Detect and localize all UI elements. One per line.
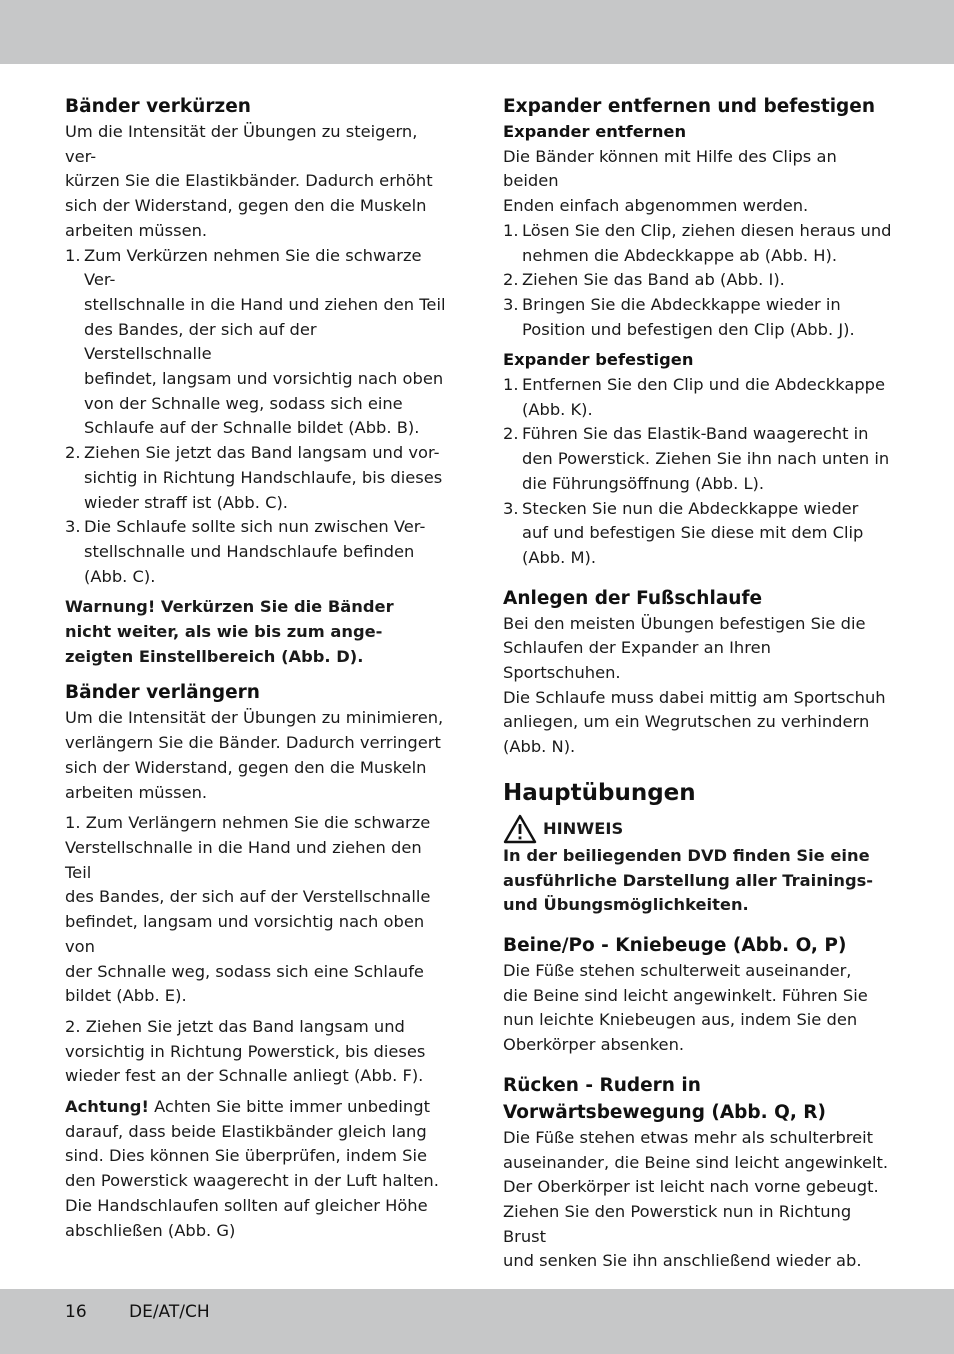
paragraph-verlaengern-intro: Um die Intensität der Übungen zu minimieren, verlängern Sie die Bänder. Dadurch verringert sich der Widerstand, gegen den die Muskeln arbeiten müssen. [65,708,444,802]
paragraph-verlaengern-step-2: 2. Ziehen Sie jetzt das Band langsam und vorsichtig in Richtung Powerstick, bis dieses wieder fest an der Schnalle anliegt (Abb. F). [65,1016,426,1086]
section-title-baender-verlaengern: Bänder verlängern [65,682,260,704]
steps-expander-befestigen [503,373,893,571]
steps-expander-entfernen [503,219,893,343]
paragraph-fussschlaufe: Bei den meisten Übungen befestigen Sie die Schlaufen der Expander an Ihren Sportschuhen. Die Schlaufe muss dabei mittig am Sportschuh anliegen, um ein Wegrutschen zu verhindern (Abb. N). [503,613,886,757]
left-column [65,93,449,1243]
list-item: 2. Ziehen Sie das Band ab (Abb. I). [503,270,785,290]
section-title-expander: Expander entfernen und befestigen [503,96,875,117]
caution-paragraph: Achtung! Achten Sie bitte immer unbedingt darauf, dass beide Elastikbänder gleich lang sind. Dies können Sie überprüfen, indem Sie den Powerstick waagerecht in der Luft halten. Die Handschlaufen sollten auf gleicher Höhe abschließen (Abb. G) [65,1097,439,1240]
warning-triangle-icon [503,814,537,844]
list-item: 1. Entfernen Sie den Clip und die Abdeckkappe (Abb. K). [503,375,886,419]
list-item: 1. Zum Verkürzen nehmen Sie die schwarze Ver- stellschnalle in die Hand und ziehen den Teil des Bandes, der sich auf der Verstellschnalle befindet, langsam und vorsichtig nach oben von der Schnalle weg, sodass sich eine Schlaufe auf der Schnalle bildet (Abb. B). [65,245,446,438]
section-title-rudern: Rücken - Rudern in Vorwärtsbewegung (Abb. Q, R) [503,1074,827,1123]
section-title-baender-verkuerzen: Bänder verkürzen [65,96,251,117]
right-column [503,93,893,1274]
section-title-fussschlaufe: Anlegen der Fußschlaufe [503,587,763,609]
subsection-title-expander-befestigen: Expander befestigen [503,350,694,370]
warning-text: Warnung! Verkürzen Sie die Bänder nicht weiter, als wie bis zum ange- zeigten Einstellbereich (Abb. D). [65,597,394,666]
paragraph-rudern: Die Füße stehen etwas mehr als schulterbreit auseinander, die Beine sind leicht angewinkelt. Der Oberkörper ist leicht nach vorne gebeugt. Ziehen Sie den Powerstick nun in Richtung Brust und senken Sie ihn anschließend wieder ab. [503,1127,889,1271]
list-item: 3. Die Schlaufe sollte sich nun zwischen Ver- stellschnalle und Handschlaufe befinden (Abb. C). [65,517,426,586]
paragraph-verlaengern-step-1: 1. Zum Verlängern nehmen Sie die schwarze Verstellschnalle in die Hand und ziehen den Teil des Bandes, der sich auf der Verstellschnalle befindet, langsam und vorsichtig nach oben von der Schnalle weg, sodass sich eine Schlaufe bildet (Abb. E). [65,813,431,1006]
locale-label: DE/AT/CH [129,1302,210,1322]
paragraph-expander-entfernen: Die Bänder können mit Hilfe des Clips an beiden Enden einfach abgenommen werden. [503,146,837,216]
header-band [0,0,954,64]
list-item: 1. Lösen Sie den Clip, ziehen diesen heraus und nehmen die Abdeckkappe ab (Abb. H). [503,220,892,265]
list-item: 3. Stecken Sie nun die Abdeckkappe wieder auf und befestigen Sie diese mit dem Clip (Abb. M). [503,498,864,567]
caution-label: Achtung! [65,1097,149,1117]
list-item: 3. Bringen Sie die Abdeckkappe wieder in Position und befestigen den Clip (Abb. J). [503,294,855,339]
steps-verkuerzen [65,244,449,590]
paragraph-verkuerzen-intro: Um die Intensität der Übungen zu steigern, ver- kürzen Sie die Elastikbänder. Dadurch erhöht sich der Widerstand, gegen den die Muskeln arbeiten müssen. [65,122,433,240]
hinweis-heading [503,814,893,844]
hinweis-label: HINWEIS [543,818,624,838]
list-item: 2. Ziehen Sie jetzt das Band langsam und vor- sichtig in Richtung Handschlaufe, bis dieses wieder straff ist (Abb. C). [65,443,443,512]
paragraph-kniebeuge: Die Füße stehen schulterweit auseinander, die Beine sind leicht angewinkelt. Führen Sie nun leichte Kniebeugen aus, indem Sie den Oberkörper absenken. [503,960,868,1055]
list-item: 2. Führen Sie das Elastik-Band waagerecht in den Powerstick. Ziehen Sie ihn nach unten in die Führungsöffnung (Abb. L). [503,424,890,493]
subsection-title-expander-entfernen: Expander entfernen [503,122,687,141]
section-title-hauptuebungen: Hauptübungen [503,779,696,806]
hinweis-text: In der beiliegenden DVD finden Sie eine ausführliche Darstellung aller Trainings- und Übungsmöglichkeiten. [503,845,874,915]
section-title-kniebeuge: Beine/Po - Kniebeuge (Abb. O, P) [503,934,847,956]
page-number: 16 [65,1302,87,1322]
